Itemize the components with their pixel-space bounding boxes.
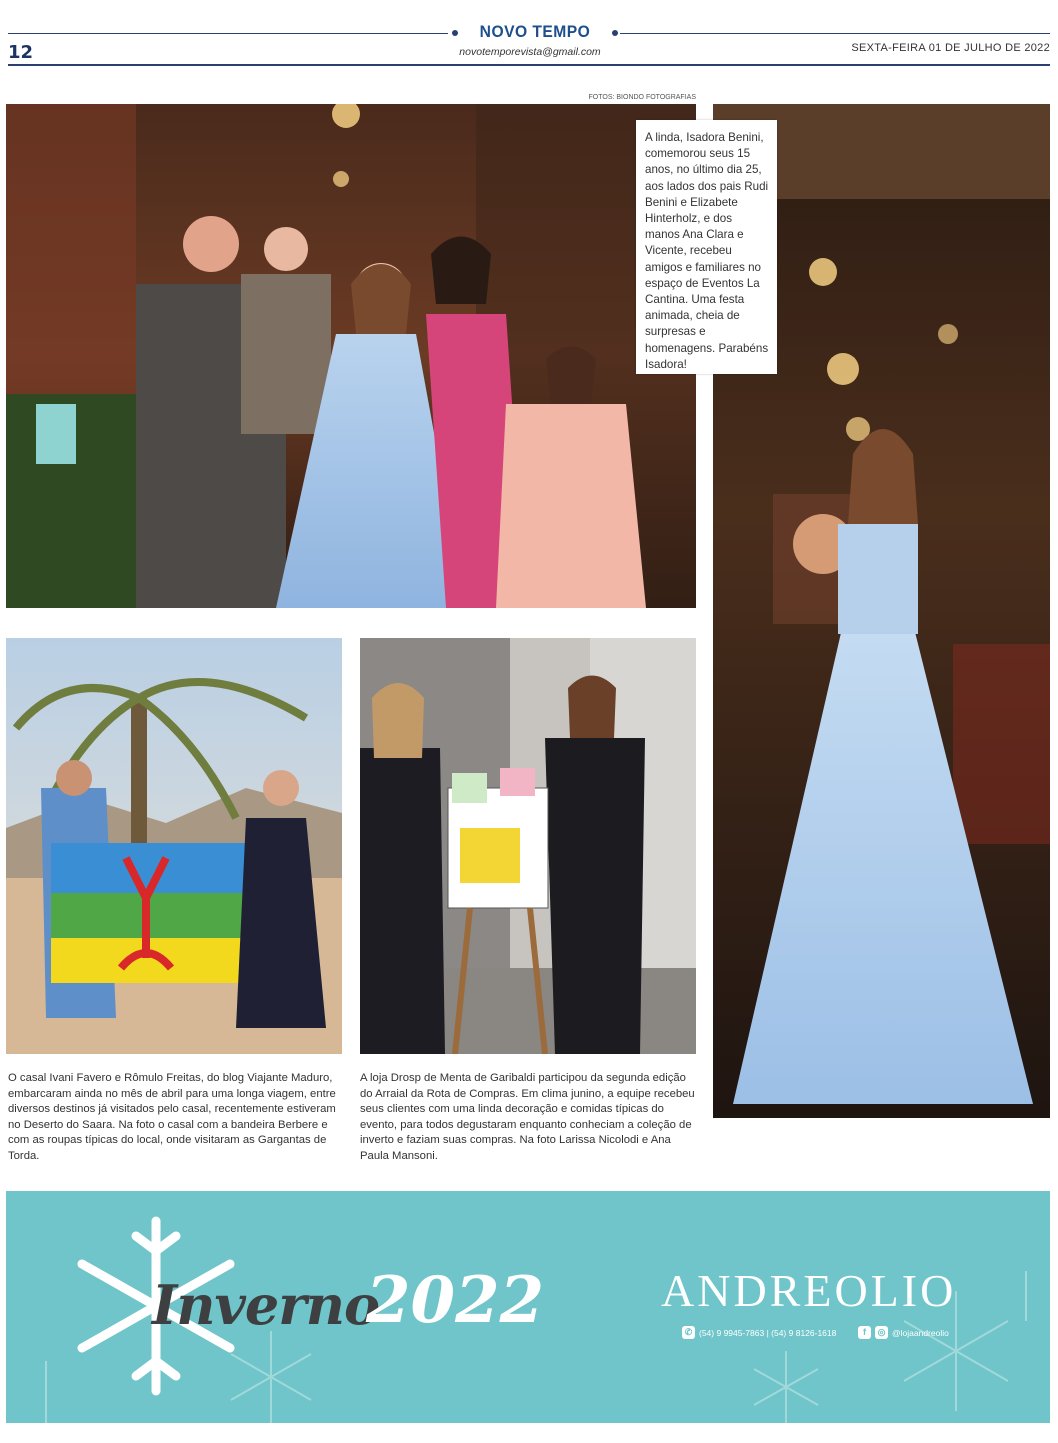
caption-travel: O casal Ivani Favero e Rômulo Freitas, do blog Viajante Maduro, embarcaram ainda no mês de abril para uma longa viagem, entre diversos destinos já visitados pelo casal, recentemente estiveram no Deserto do Saara. Na foto o casal com a bandeira Berbere e com as roupas típicas do local, onde visitaram as Gargantas de Torda. xyxy=(8,1072,336,1162)
feature-caption: A linda, Isadora Benini, comemorou seus 15 anos, no último dia 25, aos lados dos pais Rudi Benini e Elizabete Hinterholz, e dos manos Ana Clara e Vicente, recebeu amigos e familiares no espaço de Eventos La Cantina. Uma festa animada, cheia de surpresas e homenagens. Parabéns Isadora! xyxy=(636,120,777,374)
header-rule-left xyxy=(8,33,448,34)
family-photo xyxy=(6,104,696,608)
photo-credit: FOTOS: BIONDO FOTOGRAFIAS xyxy=(588,94,696,101)
ad-social[interactable] xyxy=(858,1326,949,1339)
andreolio-ad[interactable] xyxy=(6,1191,1050,1423)
facebook-icon: f xyxy=(858,1326,871,1339)
ad-social-handle: @lojaandreolio xyxy=(892,1327,949,1338)
page-number: 12 xyxy=(8,42,34,63)
header-rule-right xyxy=(620,33,1050,34)
instagram-icon: ◎ xyxy=(875,1326,888,1339)
caption-store: A loja Drosp de Menta de Garibaldi participou da segunda edição do Arraial da Rota de Compras. Em clima junino, a equipe recebeu seus clientes com uma linda decoração e comidas típicas do evento, para todos degustaram enquanto conheciam a coleção de inverto e faziam suas compras. Na foto Larissa Nicolodi e Ana Paula Mansoni. xyxy=(360,1072,695,1162)
ad-phones[interactable] xyxy=(682,1326,836,1339)
store-photo xyxy=(360,638,696,1054)
ad-title-year: 2022 xyxy=(366,1263,545,1338)
ad-title-word: Inverno xyxy=(152,1273,379,1337)
publication-name: NOVO TEMPO xyxy=(479,22,591,41)
issue-date: SEXTA-FEIRA 01 DE JULHO DE 2022 xyxy=(851,42,1050,54)
desert-photo xyxy=(6,638,342,1054)
publication-email[interactable]: novotemporevista@gmail.com xyxy=(459,46,601,58)
ad-phone-numbers: (54) 9 9945-7863 | (54) 9 8126-1618 xyxy=(699,1327,837,1338)
header-rule-bottom xyxy=(8,64,1050,66)
whatsapp-icon: ✆ xyxy=(682,1326,695,1339)
ad-brand-logo: ANDREOLIO xyxy=(661,1265,957,1316)
